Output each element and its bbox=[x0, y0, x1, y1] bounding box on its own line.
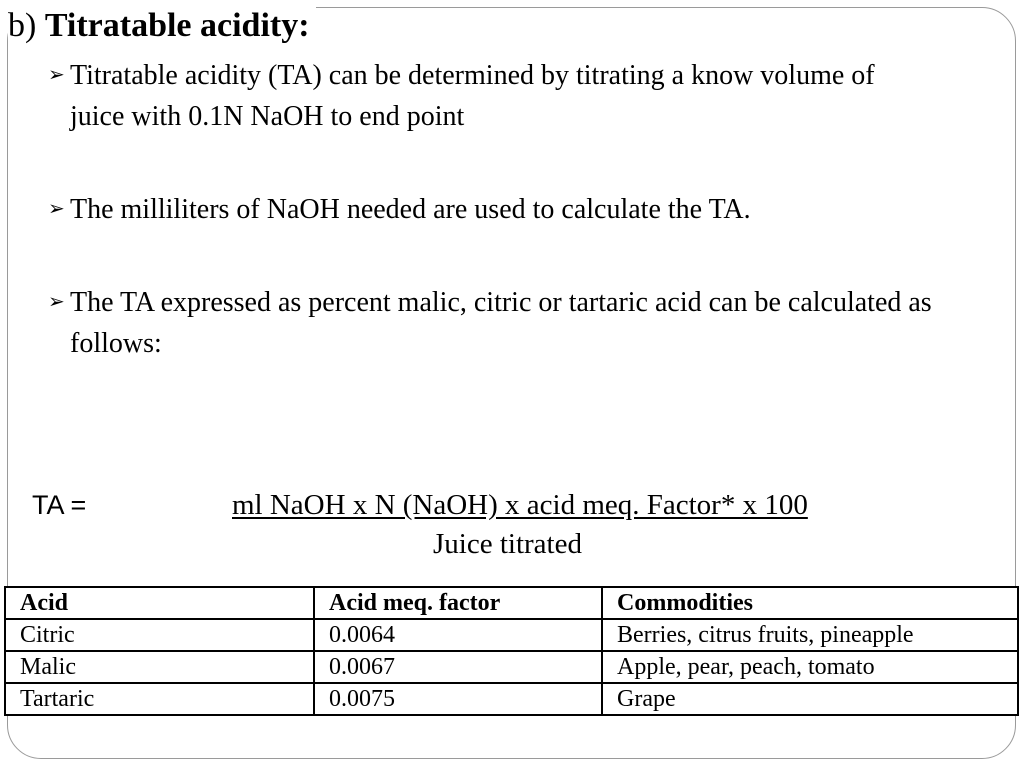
bullet-1-line-1: Titratable acidity (TA) can be determined by titrating a know volume of bbox=[70, 60, 875, 91]
table-row bbox=[5, 683, 1018, 715]
cell-acid: Malic bbox=[5, 651, 314, 683]
cell-factor: 0.0064 bbox=[314, 619, 602, 651]
bullet-1-line-2: juice with 0.1N NaOH to end point bbox=[70, 101, 465, 132]
title-text: Titratable acidity: bbox=[44, 7, 310, 44]
cell-commodities: Berries, citrus fruits, pineapple bbox=[602, 619, 1018, 651]
bullet-3-line-2: follows: bbox=[70, 328, 162, 359]
cell-commodities: Grape bbox=[602, 683, 1018, 715]
table-row bbox=[5, 619, 1018, 651]
acid-factor-table bbox=[4, 586, 1019, 716]
cell-commodities: Apple, pear, peach, tomato bbox=[602, 651, 1018, 683]
cell-factor: 0.0075 bbox=[314, 683, 602, 715]
formula-denominator: Juice titrated bbox=[433, 528, 582, 560]
bullet-item-1 bbox=[48, 55, 1016, 137]
table-row bbox=[5, 651, 1018, 683]
bullet-item-2 bbox=[48, 189, 1016, 230]
header-commodities: Commodities bbox=[602, 587, 1018, 619]
cell-acid: Citric bbox=[5, 619, 314, 651]
header-acid-meq-factor: Acid meq. factor bbox=[314, 587, 602, 619]
title-prefix: b) bbox=[8, 7, 37, 44]
formula-label: TA = bbox=[32, 490, 87, 520]
bullet-item-3 bbox=[48, 282, 1016, 364]
arrow-bullet-icon: ➢ bbox=[48, 198, 65, 220]
cell-factor: 0.0067 bbox=[314, 651, 602, 683]
formula-numerator: ml NaOH x N (NaOH) x acid meq. Factor* x 100 bbox=[232, 489, 808, 521]
bullet-2-line-1: The milliliters of NaOH needed are used to calculate the TA. bbox=[70, 194, 751, 225]
table-header-row bbox=[5, 587, 1018, 619]
arrow-bullet-icon: ➢ bbox=[48, 291, 65, 313]
arrow-bullet-icon: ➢ bbox=[48, 64, 65, 86]
bullet-3-line-1: The TA expressed as percent malic, citric or tartaric acid can be calculated as bbox=[70, 287, 932, 318]
header-acid: Acid bbox=[5, 587, 314, 619]
slide-title bbox=[8, 6, 316, 46]
cell-acid: Tartaric bbox=[5, 683, 314, 715]
